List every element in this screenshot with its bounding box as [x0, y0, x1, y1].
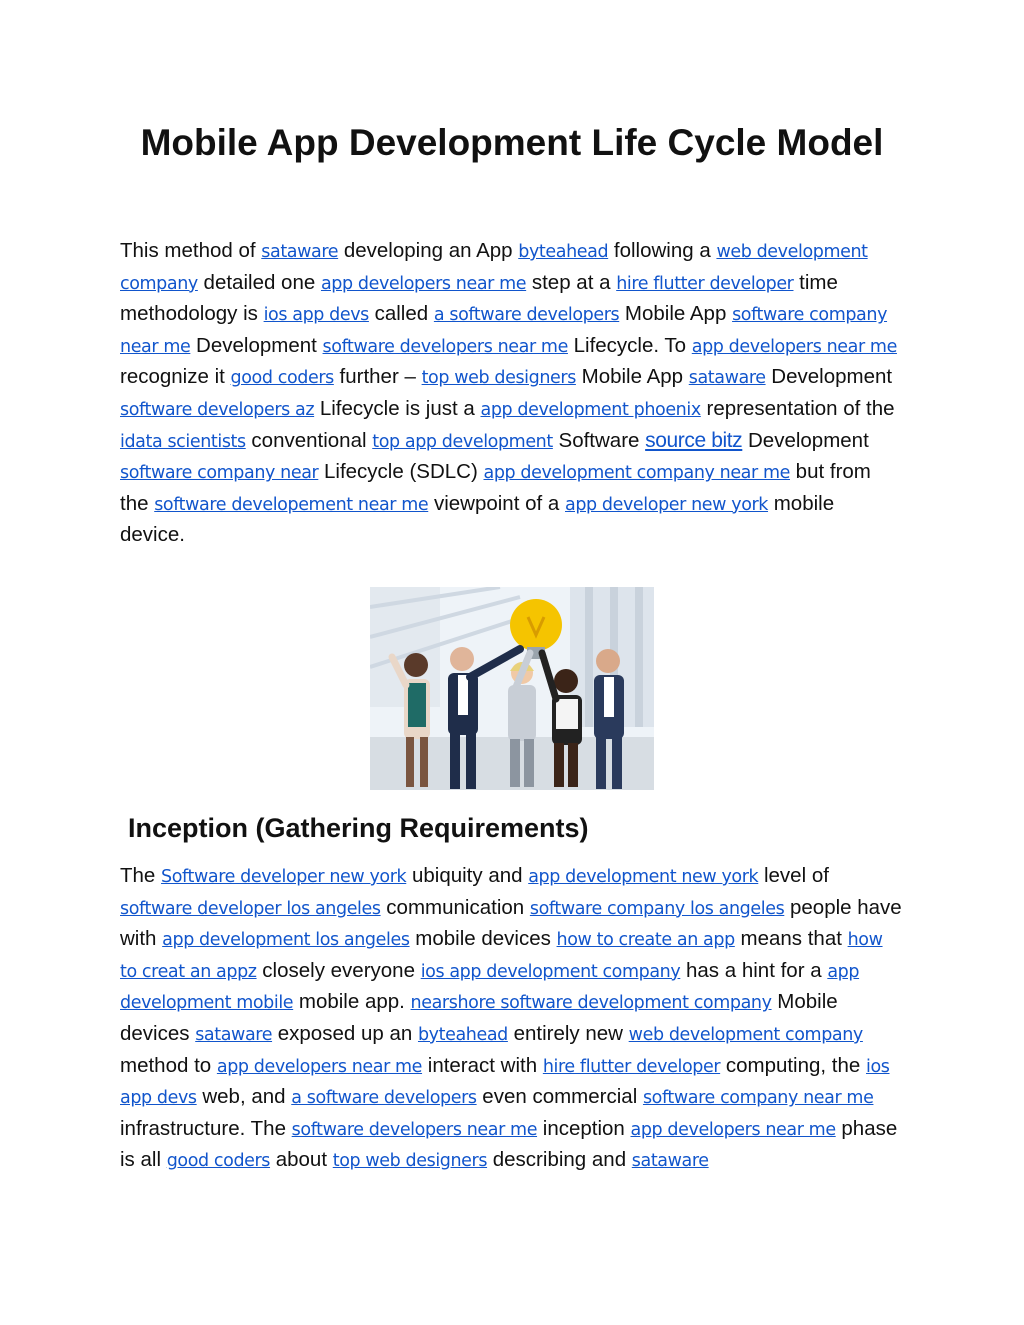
- inline-link[interactable]: top app development: [372, 431, 553, 452]
- body-text: mobile devices: [409, 927, 557, 951]
- inline-link[interactable]: web development company: [120, 242, 868, 294]
- inline-link[interactable]: a software developers: [291, 1088, 477, 1109]
- body-text: inception: [537, 1116, 631, 1140]
- inline-link[interactable]: software developers az: [120, 399, 315, 420]
- body-text: mobile device.: [120, 491, 835, 547]
- inline-link[interactable]: idata scientists: [120, 431, 246, 452]
- inception-heading: Inception (Gathering Requirements): [128, 813, 589, 843]
- inline-link[interactable]: app developers near me: [216, 1056, 423, 1077]
- body-text: The: [120, 864, 162, 887]
- body-text: means that: [734, 927, 848, 951]
- team-holding-lightbulb-photo-icon: [370, 587, 654, 790]
- body-text: step at a: [526, 270, 617, 294]
- document-title: Mobile App Development Life Cycle Model: [140, 122, 884, 163]
- body-text: This method of: [120, 239, 262, 262]
- inline-link[interactable]: top web designers: [421, 368, 576, 389]
- inline-link[interactable]: software company near: [120, 463, 319, 484]
- inline-link[interactable]: sataware: [631, 1151, 709, 1172]
- body-text: about: [270, 1148, 333, 1172]
- inline-link[interactable]: software developers near me: [291, 1119, 538, 1140]
- inline-link[interactable]: a software developers: [433, 305, 620, 326]
- inline-link[interactable]: how to creat an appz: [120, 930, 883, 982]
- body-text: time methodology is: [120, 270, 838, 326]
- body-text: people have with: [120, 895, 902, 951]
- body-text: level of: [758, 864, 829, 887]
- body-text: following a: [608, 239, 717, 262]
- body-text: Mobile App: [619, 302, 733, 326]
- body-text: exposed up an: [272, 1021, 418, 1045]
- body-text: interact with: [422, 1053, 543, 1077]
- inline-link[interactable]: software company los angeles: [529, 898, 785, 919]
- inline-link[interactable]: ios app devs: [263, 305, 369, 326]
- inline-link[interactable]: app developers near me: [691, 336, 897, 357]
- body-text: web, and: [196, 1085, 292, 1109]
- inline-link[interactable]: sataware: [195, 1024, 273, 1045]
- inline-link[interactable]: Software developer new york: [161, 867, 407, 887]
- inline-link[interactable]: ios app devs: [120, 1056, 890, 1109]
- body-text: communication: [380, 895, 530, 919]
- body-text: Development: [742, 428, 869, 452]
- body-text: Mobile App: [575, 365, 689, 389]
- intro-paragraph: [120, 236, 904, 550]
- body-text: ubiquity and: [406, 864, 529, 887]
- body-text: conventional: [245, 428, 373, 452]
- body-text: further –: [333, 365, 422, 389]
- body-text: Software: [552, 428, 646, 452]
- body-text: closely everyone: [256, 958, 421, 982]
- body-text: recognize it: [120, 365, 231, 389]
- inline-link[interactable]: good coders: [166, 1151, 271, 1172]
- body-text: even commercial: [476, 1085, 643, 1109]
- body-text: viewpoint of a: [428, 491, 565, 515]
- body-text: describing and: [487, 1148, 632, 1172]
- team-lightbulb-photo: [370, 587, 654, 790]
- body-text: infrastructure. The: [120, 1116, 292, 1140]
- inline-link[interactable]: software company near me: [120, 305, 888, 357]
- inline-link[interactable]: app developers near me: [320, 273, 527, 294]
- body-text: Lifecycle (SDLC): [318, 460, 484, 484]
- body-text: Development: [190, 333, 323, 357]
- inline-link[interactable]: source bitz: [645, 428, 743, 452]
- inline-link[interactable]: how to create an app: [556, 930, 735, 951]
- inline-link[interactable]: byteahead: [417, 1024, 508, 1045]
- body-text: computing, the: [720, 1053, 867, 1077]
- inline-link[interactable]: hire flutter developer: [616, 273, 794, 294]
- body-text: mobile app.: [293, 990, 411, 1014]
- body-text: has a hint for a: [680, 958, 828, 982]
- body-text: but from the: [120, 460, 871, 515]
- body-text: detailed one: [197, 270, 321, 294]
- inline-link[interactable]: byteahead: [518, 242, 609, 262]
- inline-link[interactable]: web development company: [628, 1024, 863, 1045]
- inline-link[interactable]: app development los angeles: [162, 930, 410, 951]
- inline-link[interactable]: software company near me: [642, 1088, 874, 1109]
- inline-link[interactable]: sataware: [261, 242, 339, 262]
- inception-paragraph: [120, 861, 904, 1177]
- inline-link[interactable]: software developers near me: [322, 336, 568, 357]
- inline-link[interactable]: software developement near me: [154, 494, 429, 515]
- body-text: developing an App: [338, 239, 519, 262]
- inline-link[interactable]: nearshore software development company: [410, 993, 772, 1014]
- inline-link[interactable]: top web designers: [332, 1151, 488, 1172]
- inline-link[interactable]: good coders: [230, 368, 334, 389]
- body-text: Lifecycle is just a: [314, 396, 481, 420]
- body-text: method to: [120, 1053, 217, 1077]
- inline-link[interactable]: app development company near me: [483, 463, 790, 484]
- body-text: Development: [765, 365, 893, 389]
- inline-link[interactable]: app development mobile: [120, 961, 860, 1014]
- body-text: representation of the: [700, 396, 895, 420]
- inline-link[interactable]: app development phoenix: [480, 399, 701, 420]
- body-text: Mobile devices: [120, 990, 838, 1045]
- inline-link[interactable]: ios app development company: [420, 961, 681, 982]
- inline-link[interactable]: app development new york: [528, 867, 759, 887]
- inline-link[interactable]: software developer los angeles: [120, 898, 381, 919]
- inline-link[interactable]: app developers near me: [630, 1119, 836, 1140]
- body-text: called: [368, 302, 434, 326]
- body-text: phase is all: [120, 1116, 898, 1172]
- inline-link[interactable]: sataware: [688, 368, 766, 389]
- inline-link[interactable]: app developer new york: [565, 494, 769, 515]
- body-text: Lifecycle. To: [567, 333, 692, 357]
- body-text: entirely new: [507, 1021, 629, 1045]
- inline-link[interactable]: hire flutter developer: [542, 1056, 721, 1077]
